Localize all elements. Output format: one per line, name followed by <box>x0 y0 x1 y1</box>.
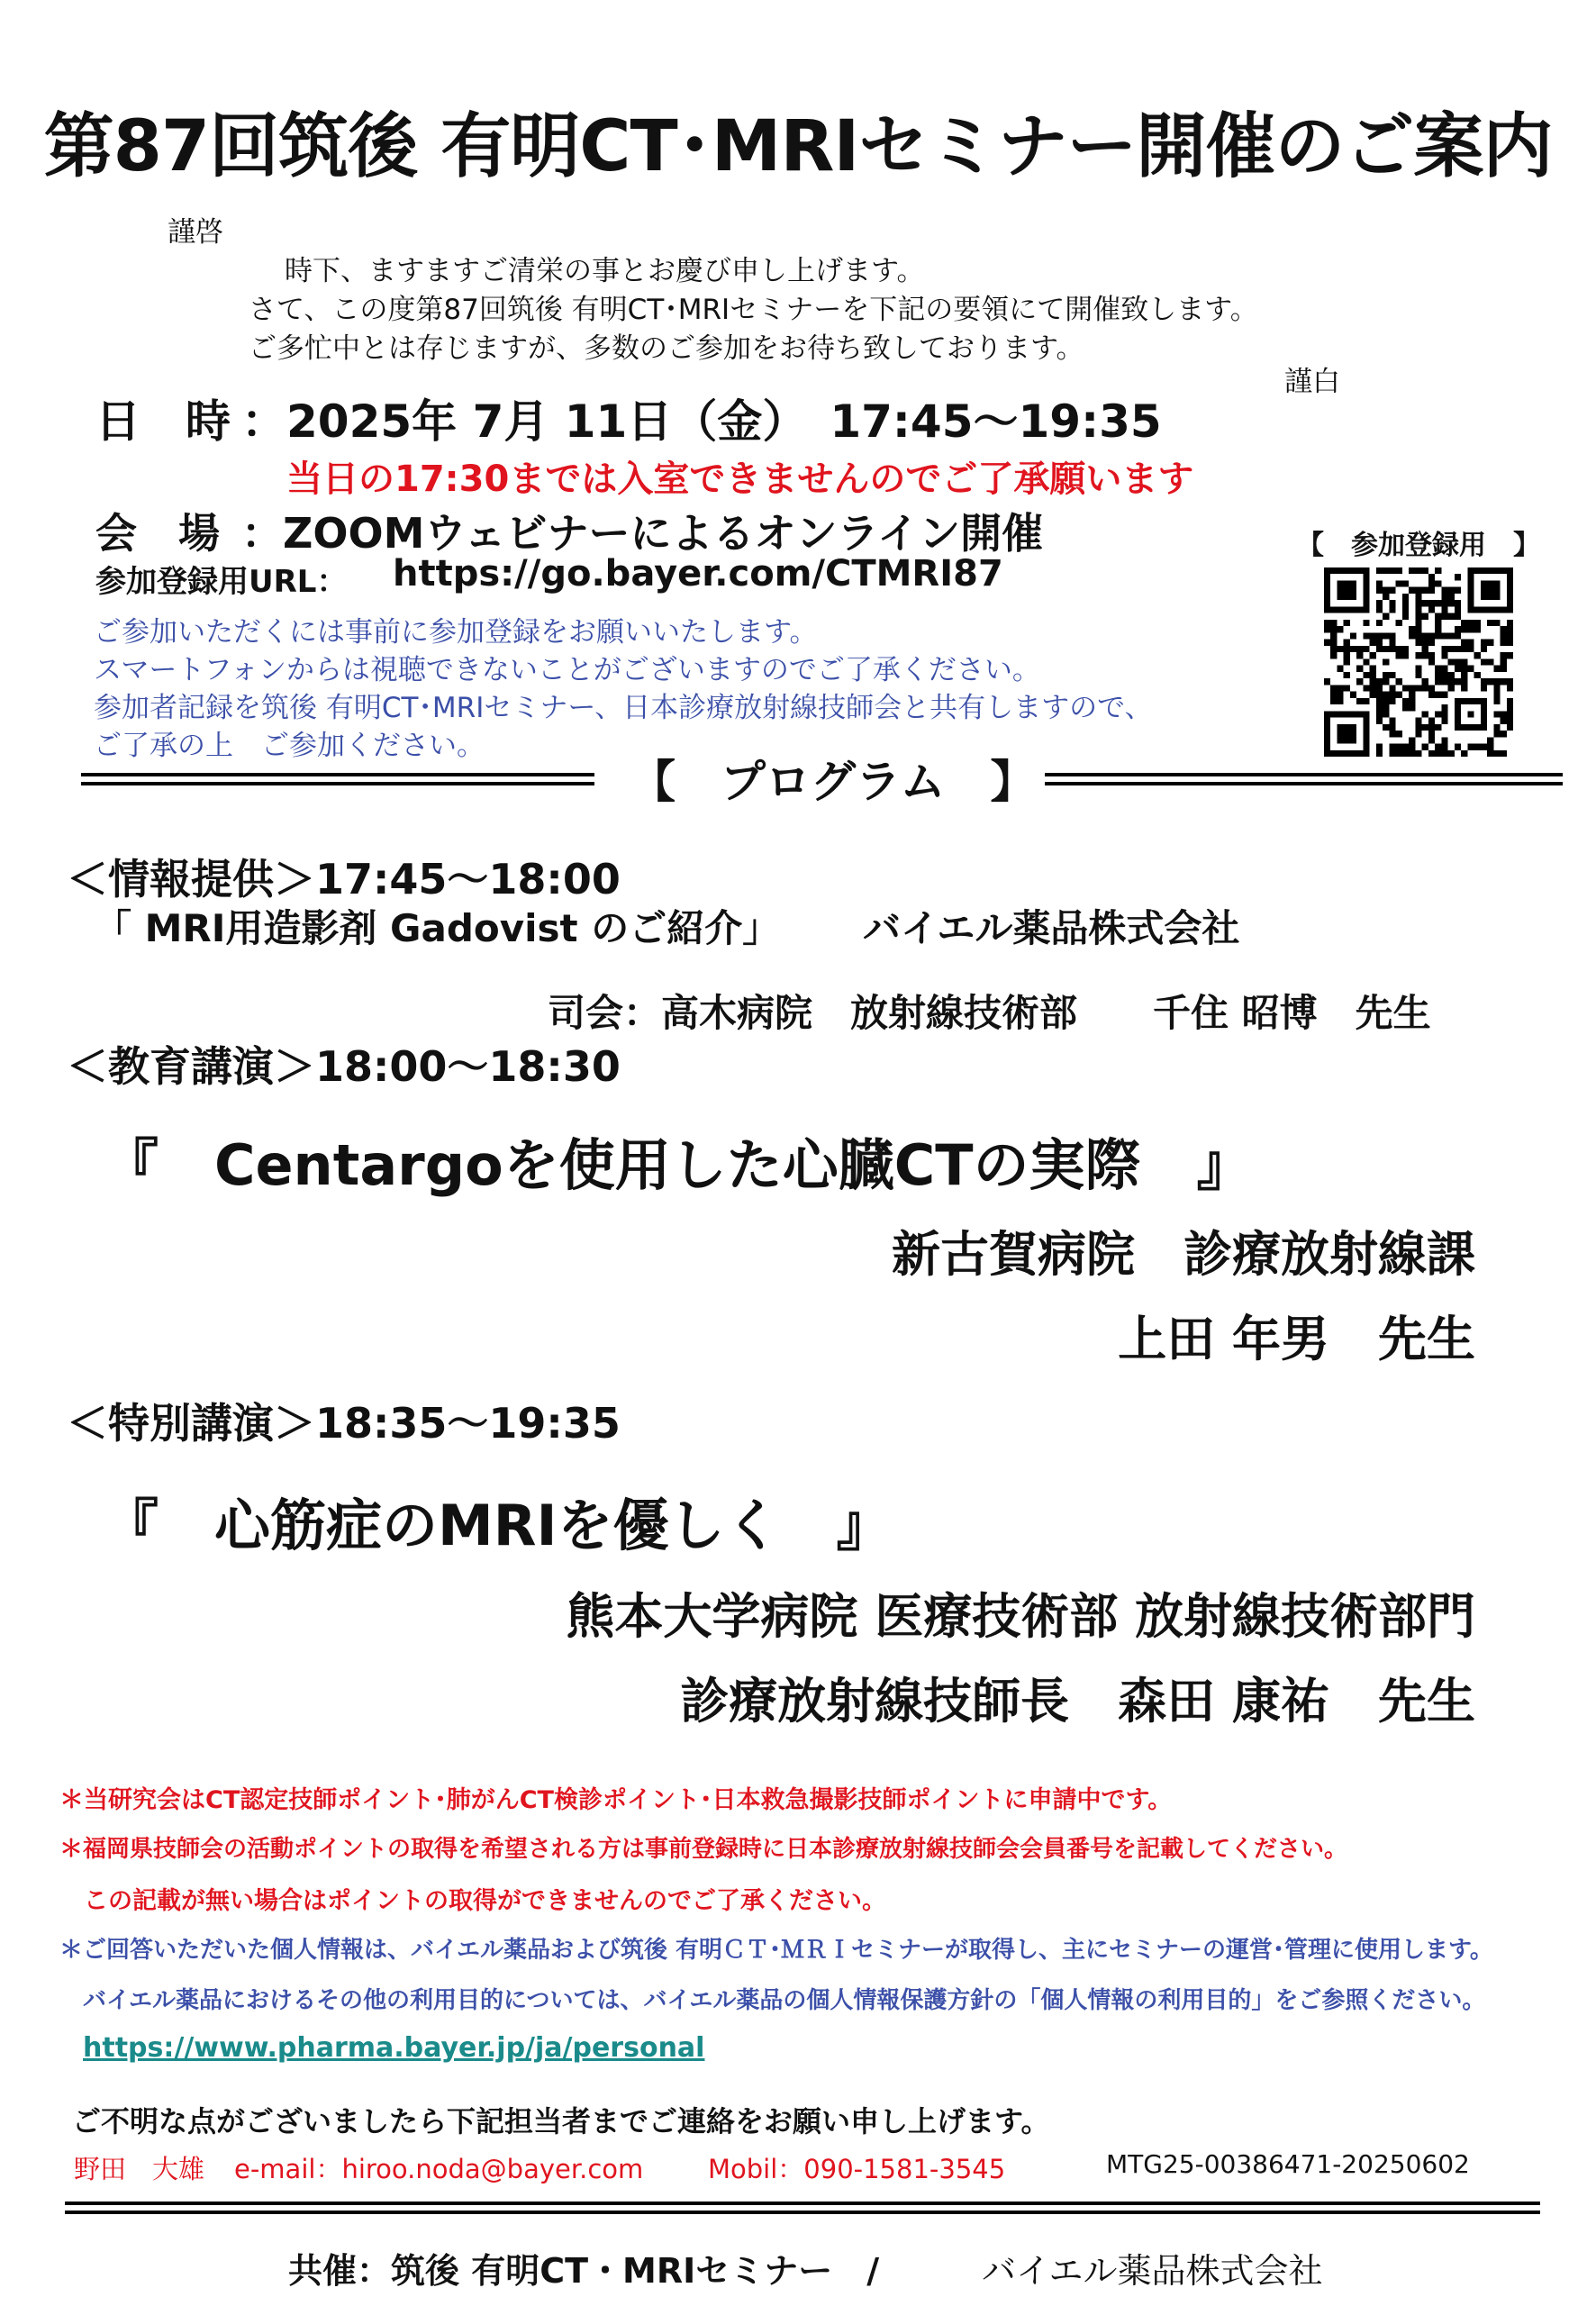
contact-mobile: Mobil：090-1581-3545 <box>708 2154 1006 2184</box>
contact-name: 野田 大雄 <box>74 2154 205 2184</box>
special-title: 『 心筋症のMRIを優しく 』 <box>103 1493 893 1558</box>
qr-label: 【 参加登録用 】 <box>1297 530 1540 561</box>
notice-4: ＊ご回答いただいた個人情報は、バイエル薬品および筑後 有明ＣＴ･ＭＲＩセミナーが取得し、主にセミナーの運営･管理に使用します。 <box>59 1937 1493 1964</box>
notice-1: ＊当研究会はCT認定技師ポイント･肺がんCT検診ポイント･日本救急撮影技師ポイントに申請中です。 <box>59 1786 1173 1814</box>
greeting-line-3: ご多忙中とは存じますが、多数のご参加をお待ち致しております。 <box>249 332 1084 365</box>
greeting-line-1: 時下、ますますご清栄の事とお慶び申し上げます。 <box>285 255 925 287</box>
notice-5: バイエル薬品におけるその他の利用目的については、バイエル薬品の個人情報保護方針の「個人情報の利用目的」をご参照ください。 <box>59 1987 1486 2014</box>
contact-heading: ご不明な点がございましたら下記担当者までご連絡をお願い申し上げます。 <box>72 2104 1050 2138</box>
registration-note-2: スマートフォンからは視聴できないことがございますのでご了承ください。 <box>94 654 1040 686</box>
registration-url[interactable]: https://go.bayer.com/CTMRI87 <box>393 553 1003 595</box>
special-affiliation: 熊本大学病院 医療技術部 放射線技術部門 <box>566 1588 1475 1645</box>
info-title: 「 MRI用造影剤 Gadovist のご紹介」 <box>94 906 781 950</box>
program-rule-right-top <box>1045 773 1563 776</box>
education-heading: ＜教育講演＞18:00～18:30 <box>67 1042 621 1091</box>
special-speaker: 診療放射線技師長 森田 康祐 先生 <box>680 1673 1475 1730</box>
co-host-seminar: 共催：筑後 有明CT・MRIセミナー / <box>288 2251 880 2291</box>
venue-label: 会 場 <box>95 509 220 558</box>
special-heading: ＜特別講演＞18:35～19:35 <box>67 1399 621 1448</box>
greeting-opening: 謹啓 <box>168 216 223 249</box>
education-affiliation: 新古賀病院 診療放射線課 <box>892 1226 1475 1283</box>
notice-2: ＊福岡県技師会の活動ポイントの取得を希望される方は事前登録時に日本診療放射線技師会会員番号を記載してください。 <box>59 1836 1348 1863</box>
footer-rule-bottom <box>65 2211 1540 2214</box>
entry-warning: 当日の17:30までは入室できませんのでご了承願います <box>286 458 1194 500</box>
program-header: 【 プログラム 】 <box>630 756 1036 808</box>
info-heading: ＜情報提供＞17:45～18:00 <box>67 855 621 903</box>
registration-note-1: ご参加いただくには事前に参加登録をお願いいたします。 <box>94 616 818 649</box>
co-host-bayer: バイエル薬品株式会社 <box>982 2251 1323 2291</box>
education-speaker: 上田 年男 先生 <box>1118 1311 1475 1367</box>
program-rule-right-bottom <box>1045 782 1563 785</box>
venue-value: ：ZOOMウェビナーによるオンライン開催 <box>241 509 1044 558</box>
registration-qr-code[interactable] <box>1324 567 1513 757</box>
datetime-label: 日 時 <box>95 395 231 448</box>
registration-note-3: 参加者記録を筑後 有明CT･MRIセミナー、日本診療放射線技師会と共有しますので、 <box>94 692 1153 724</box>
greeting-closing: 謹白 <box>1284 366 1340 398</box>
document-code: MTG25-00386471-20250602 <box>1106 2149 1470 2179</box>
footer-rule-top <box>65 2202 1540 2205</box>
privacy-policy-link[interactable]: https://www.pharma.bayer.jp/ja/personal <box>83 2032 705 2064</box>
education-title: 『 Centargoを使用した心臓CTの実際 』 <box>103 1132 1253 1198</box>
contact-email[interactable]: e-mail：hiroo.noda@bayer.com <box>234 2154 644 2184</box>
registration-url-label: 参加登録用URL： <box>95 564 348 600</box>
notice-3: この記載が無い場合はポイントの取得ができませんのでご了承ください。 <box>59 1887 886 1915</box>
info-company: バイエル薬品株式会社 <box>863 906 1240 950</box>
program-rule-left-top <box>81 773 594 776</box>
greeting-line-2: さて、この度第87回筑後 有明CT･MRIセミナーを下記の要領にて開催致します。 <box>249 294 1258 326</box>
registration-note-4: ご了承の上 ご参加ください。 <box>94 730 485 762</box>
page-title: 第87回筑後 有明CT･MRIセミナー開催のご案内 <box>43 106 1553 187</box>
program-rule-left-bottom <box>81 782 594 785</box>
datetime-value: ：2025年 7月 11日（金） 17:45～19:35 <box>241 395 1162 448</box>
info-chair: 司会：高木病院 放射線技術部 千住 昭博 先生 <box>548 991 1431 1035</box>
